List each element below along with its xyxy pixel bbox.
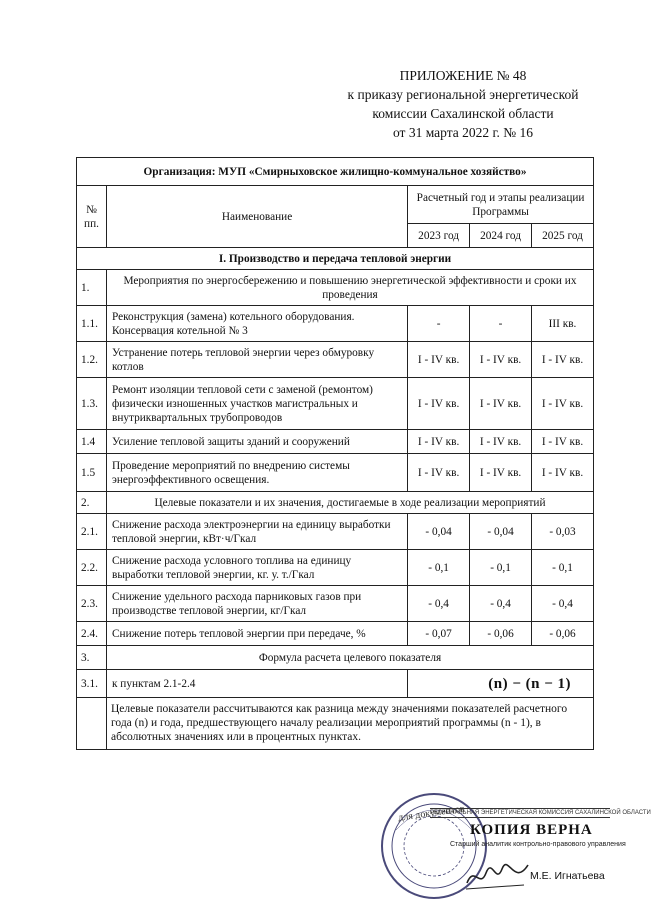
handwritten-signature	[462, 855, 532, 895]
column-header-year: 2025 год	[532, 224, 594, 248]
row-name: Ремонт изоляции тепловой сети с заменой (ремонтом) физически изношенных участков магистральных и внутриквартальных трубопроводов	[106, 378, 407, 430]
column-header-year: 2023 год	[408, 224, 470, 248]
row-value: - 0,07	[408, 622, 470, 646]
row-value: - 0,4	[408, 586, 470, 622]
for-documents-stamp: для документов	[397, 803, 466, 824]
row-value: - 0,06	[532, 622, 594, 646]
row-number: 1.1.	[77, 306, 107, 342]
group-title: Целевые показатели и их значения, достигаемые в ходе реализации мероприятий	[106, 492, 593, 514]
row-name: Снижение удельного расхода парниковых газов при производстве тепловой энергии, кг/Гкал	[106, 586, 407, 622]
table-row	[77, 342, 594, 378]
row-value: I - IV кв.	[470, 342, 532, 378]
row-value: - 0,04	[408, 514, 470, 550]
row-value: - 0,4	[470, 586, 532, 622]
row-value: I - IV кв.	[532, 378, 594, 430]
row-name: Снижение расхода электроэнергии на единицу выработки тепловой энергии, кВт·ч/Гкал	[106, 514, 407, 550]
row-value: - 0,1	[470, 550, 532, 586]
row-number: 2.4.	[77, 622, 107, 646]
row-name: Снижение потерь тепловой энергии при передаче, %	[106, 622, 407, 646]
row-value: III кв.	[532, 306, 594, 342]
table-row	[77, 550, 594, 586]
table-row	[77, 454, 594, 492]
row-number: 3.1.	[77, 670, 107, 698]
group-number: 1.	[77, 270, 107, 306]
row-number: 1.3.	[77, 378, 107, 430]
row-name: Снижение расхода условного топлива на единицу выработки тепловой энергии, кг. у. т./Гкал	[106, 550, 407, 586]
row-value: - 0,04	[470, 514, 532, 550]
row-number: 1.2.	[77, 342, 107, 378]
row-value: - 0,1	[408, 550, 470, 586]
row-value: -	[408, 306, 470, 342]
row-value: - 0,4	[532, 586, 594, 622]
column-header-number: № пп.	[77, 186, 107, 248]
row-value: I - IV кв.	[470, 378, 532, 430]
row-value: I - IV кв.	[532, 342, 594, 378]
table-row	[77, 378, 594, 430]
appendix-commission-line: комиссии Сахалинской области	[372, 106, 554, 121]
group-title: Формула расчета целевого показателя	[106, 646, 593, 670]
group-number: 2.	[77, 492, 107, 514]
appendix-header	[313, 66, 613, 142]
column-header-name: Наименование	[106, 186, 407, 248]
row-number: 2.1.	[77, 514, 107, 550]
signer-role: Старший аналитик контрольно-правового управления	[450, 841, 626, 848]
row-value: I - IV кв.	[470, 454, 532, 492]
row-number: 2.3.	[77, 586, 107, 622]
row-name: Устранение потерь тепловой энергии через обмуровку котлов	[106, 342, 407, 378]
table-row	[77, 306, 594, 342]
row-value: -	[470, 306, 532, 342]
row-value: I - IV кв.	[532, 454, 594, 492]
commission-name: РЕГИОНАЛЬНАЯ ЭНЕРГЕТИЧЕСКАЯ КОМИССИЯ САХАЛИНСКОЙ ОБЛАСТИ	[430, 810, 651, 816]
column-header-year: 2024 год	[470, 224, 532, 248]
appendix-order-line: к приказу региональной энергетической	[347, 87, 579, 102]
row-value: - 0,1	[532, 550, 594, 586]
group-number: 3.	[77, 646, 107, 670]
row-number: 1.5	[77, 454, 107, 492]
table-row	[77, 514, 594, 550]
organization-title: Организация: МУП «Смирныховское жилищно-коммунальное хозяйство»	[77, 158, 594, 186]
row-value: I - IV кв.	[408, 430, 470, 454]
row-number: 1.4	[77, 430, 107, 454]
signer-name: М.Е. Игнатьева	[530, 870, 605, 882]
row-value: - 0,03	[532, 514, 594, 550]
row-name: к пунктам 2.1-2.4	[106, 670, 407, 698]
table-row	[77, 586, 594, 622]
table-row	[77, 430, 594, 454]
section-title: I. Производство и передача тепловой энергии	[77, 248, 594, 270]
row-value: I - IV кв.	[408, 342, 470, 378]
row-value: I - IV кв.	[408, 378, 470, 430]
certified-copy-stamp	[430, 808, 651, 848]
row-name: Реконструкция (замена) котельного оборудования. Консервация котельной № 3	[106, 306, 407, 342]
row-value: I - IV кв.	[470, 430, 532, 454]
row-value: I - IV кв.	[532, 430, 594, 454]
table-row	[77, 670, 594, 698]
group-title: Мероприятия по энергосбережению и повышению энергетической эффективности и сроки их проведения	[106, 270, 593, 306]
column-header-period: Расчетный год и этапы реализации Программы	[408, 186, 594, 224]
row-value: I - IV кв.	[408, 454, 470, 492]
row-name: Проведение мероприятий по внедрению системы энергоэффективного освещения.	[106, 454, 407, 492]
program-table	[76, 157, 594, 750]
row-name: Усиление тепловой защиты зданий и сооружений	[106, 430, 407, 454]
table-row	[77, 622, 594, 646]
formula-note: Целевые показатели рассчитываются как разница между значениями показателей расчетного года (n) и года, предшествующего началу реализации мероприятий программы (n - 1), в абсолютных значениях или в процентных пунктах.	[106, 698, 593, 750]
row-number: 2.2.	[77, 550, 107, 586]
appendix-date-line: от 31 марта 2022 г. № 16	[392, 125, 534, 140]
row-value: - 0,06	[470, 622, 532, 646]
appendix-number: ПРИЛОЖЕНИЕ № 48	[399, 68, 527, 83]
certified-copy-title: КОПИЯ ВЕРНА	[470, 822, 593, 838]
formula: (n) − (n − 1)	[408, 670, 594, 698]
